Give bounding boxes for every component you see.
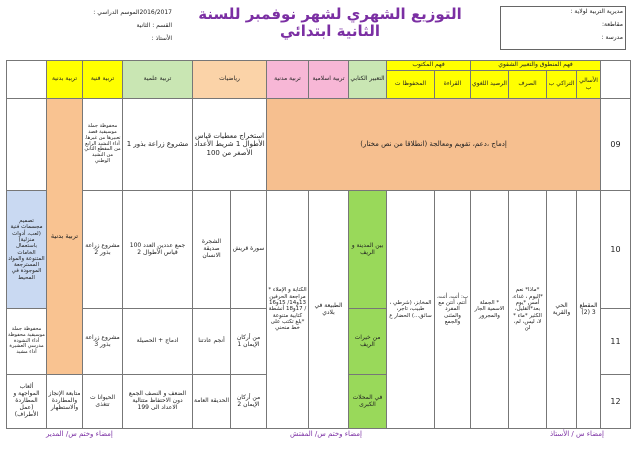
week-number: 12	[601, 375, 631, 429]
madania-cell: الشجرة صديقة الانسان	[193, 191, 231, 309]
distribution-table	[6, 60, 631, 429]
rasid-cell: * الجملة الاسمية الجار والمجرور	[471, 191, 509, 429]
header-madania: تربية مدنية	[267, 61, 309, 99]
header-left-line-3: الأستاذ :	[151, 34, 172, 42]
ilmia-cell: مشروع زراعة بذور 2	[83, 191, 123, 309]
fannia-cell: محفوظة جملة موسيقية محفوظة أداء النشودة مدرسي العشيرة أداء مشيد	[7, 309, 47, 375]
ilmia-cell: مشروع زراعة بذور 1	[123, 99, 193, 191]
riyadiyat-cell: الضعف و النصف الجمع دون الاحتفاظ متتالية الاعداد الى 199	[123, 375, 193, 429]
madania-cell: أنجم عادتنا	[193, 309, 231, 375]
header-left-box	[64, 8, 174, 52]
qiraa-cell: في المحلات الكبرى	[349, 375, 387, 429]
week-number: 11	[601, 309, 631, 375]
header-written-group: فهم المكتوب	[387, 61, 471, 71]
qiraa-cell: من خيرات الريف	[349, 309, 387, 375]
riyadiyat-cell: جمع عددين العدد 100 قياس الأطوال 2	[123, 191, 193, 309]
header-qiraa: القراءة	[435, 71, 471, 99]
taabir-cell: الكتابة و الإملاء * مراجعة الحرفين 13و14/ 15و16 / 17و18 أنشطة كتابية متنوعة *بلغ تكتب على خط منحني	[267, 191, 309, 429]
header-islamia: تربية اسلامية	[309, 61, 349, 99]
ilmia-cell: الحيوانا ت تتغذى	[83, 375, 123, 429]
footer-inspector: إمضاء وختم س/ المفتش	[290, 430, 362, 438]
header-mahfuthat: المحفوظا ت	[387, 71, 435, 99]
madania-cell: الحديقة العامة	[193, 375, 231, 429]
islamia-cell: سورة قريش	[231, 191, 267, 309]
footer-director: إمضاء وختم س/ المدير	[46, 430, 113, 438]
fannia-cell: متابعة الإنجاز والمطاردة والاستظهار	[47, 375, 83, 429]
header-right-line-3: مدرسة :	[601, 33, 623, 41]
header-right-line-2: مقاطعة:	[602, 20, 623, 28]
header-right-box	[500, 6, 626, 50]
integration-cell: إدماج ،دعم، تقويم ومعالجة (انطلاقا من نص مختار)	[267, 99, 601, 191]
tarakib-cell: المخابز، (شرطي ، طبيب، تاجر، سائق...) الحضار ع	[387, 191, 435, 429]
header-rasid: الرصيد اللغوي	[471, 71, 509, 99]
table-row	[7, 191, 631, 309]
header-riyadiyat: رياضيات	[193, 61, 267, 99]
header-tarakib: التراكي ب	[547, 71, 577, 99]
badania-cell: تربية بدنية	[47, 99, 83, 375]
header-sarf: الصرف	[509, 71, 547, 99]
fannia-cell: تصميم مجسمات فنية (لعب، أدوات منزلية) باستعمال الخامات المتنوعة والمواد المسترجعة الموجودة في المحيط	[7, 191, 47, 309]
week-header	[601, 61, 631, 99]
badania-label-cell: الحي والقرية	[547, 191, 577, 429]
footer-teacher: إمضاء س / الأستاذ	[550, 430, 604, 438]
header-left-line-1: 2016/2017الموسم الدراسي :	[93, 9, 172, 16]
page-title: التوزيع الشهري لشهر نوفمبر للسنة الثانية ابتدائي	[198, 5, 462, 40]
riyadiyat-cell: استخراج معطيات قياس الأطوال 1 شريط الأعداد الأصغر من 100	[193, 99, 267, 191]
ilmia-cell: مشروع زراعة بذور 3	[83, 309, 123, 375]
islamia-cell: من أركان الإيمان 1	[231, 309, 267, 375]
fannia-cell: محفوظة جملة موسيقية قصد تعبيرها من غيرها. أداء النشيد الرابع من المقطع الثاني من النشيد الوطني	[83, 99, 123, 191]
asalib-cell: *ماذا* نعم *اليوم ، غداء، أمس *يوم بعد*القليل، الكثير *ماء * لا، ليس، لم، لن	[509, 191, 547, 429]
header-extra	[7, 61, 47, 99]
header-ilmia: تربية علمية	[123, 61, 193, 99]
header-badania: تربية بدنية	[47, 61, 83, 99]
header-oral-group: فهم المنطوق والتعبير الشفوي	[471, 61, 601, 71]
mahfuthat-cell: الطبيعة في بلادي	[309, 191, 349, 429]
islamia-cell: من أركان الإيمان 2	[231, 375, 267, 429]
header-asalib: الأسالي ب	[577, 71, 601, 99]
badania-cell: ألعاب المواجهة و المطاردة (عمل الأطراف)	[7, 375, 47, 429]
table-row	[7, 99, 631, 191]
header-fannia: تربية فنية	[83, 61, 123, 99]
qiraa-cell: بين المدينة و الريف	[349, 191, 387, 309]
header-left-line-2: القسم : الثانية	[136, 21, 172, 29]
sarf-cell: ب: أنت، أنت، أنتم، أنتن مع المفرد والمثنى والجمع	[435, 191, 471, 429]
header-right-line-1: مديرية التربية لولاية :	[570, 8, 623, 15]
header-taabir: التعبير الكتابي	[349, 61, 387, 99]
week-number: 09	[601, 99, 631, 191]
riyadiyat-cell: ادماج + الحصيلة	[123, 309, 193, 375]
week-number: 10	[601, 191, 631, 309]
extra-cell	[7, 99, 47, 191]
mataa-cell: المقطع 3 (2)	[577, 191, 601, 429]
